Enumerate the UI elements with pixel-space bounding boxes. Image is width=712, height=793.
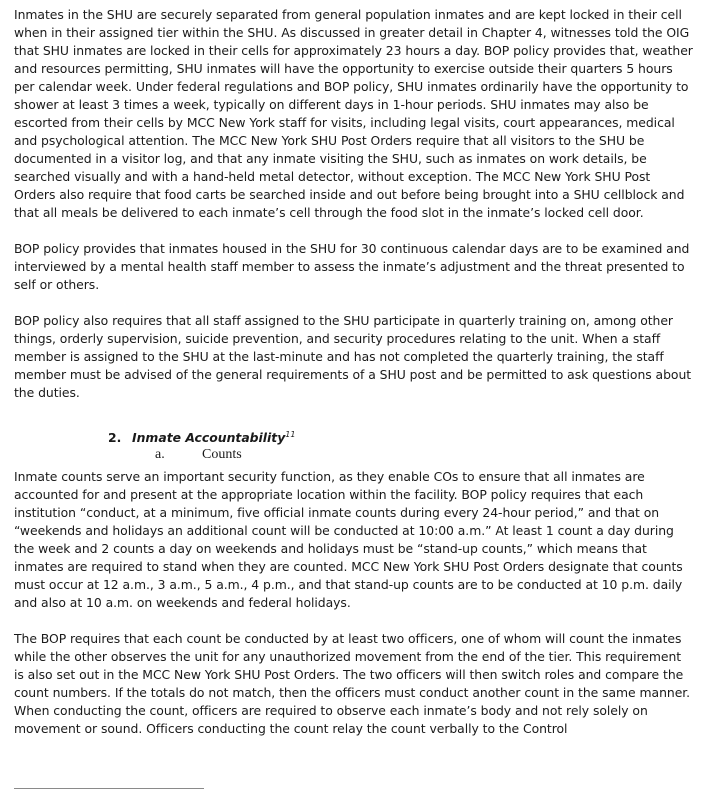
section-heading [14,426,694,446]
subsection-title: Counts [202,447,242,462]
document-page [14,6,694,738]
footnote-separator [14,788,204,789]
paragraph-mental-health: BOP policy provides that inmates housed in the SHU for 30 continuous calendar days are to be examined and interviewed by a mental health staff member to assess the inmate’s adjustment and the threat presented to self or others. [14,241,690,292]
footnote-reference[interactable]: 11 [285,430,296,439]
paragraph-counts: Inmate counts serve an important security function, as they enable COs to ensure that all inmates are accounted for and present at the appropriate location within the facility. BOP policy requires that each institution “conduct, at a minimum, five official inmate counts during every 24-hour period,” and that on “weekends and holidays an additional count will be conducted at 10:00 a.m.” At least 1 count a day during the week and 2 counts a day on weekends and holidays must be “stand-up counts,” which means that inmates are required to stand when they are counted. MCC New York SHU Post Orders designate that counts must occur at 12 a.m., 3 a.m., 5 a.m., 4 p.m., and that stand-up counts are to be conducted at 10 p.m. daily and also at 10 a.m. on weekends and federal holidays. [14,469,683,610]
paragraph-staff-training: BOP policy also requires that all staff assigned to the SHU participate in quarterly training on, among other things, orderly supervision, suicide prevention, and security procedures relating to the unit. When a staff member is assigned to the SHU at the last-minute and has not completed the quarterly training, the staff member must be advised of the general requirements of a SHU post and be permitted to ask questions about the duties. [14,313,692,400]
paragraph-shu-separation: Inmates in the SHU are securely separated from general population inmates and are kept locked in their cell when in their assigned tier within the SHU. As discussed in greater detail in Chapter 4, witnesses told the OIG that SHU inmates are locked in their cells for approximately 23 hours a day. BOP policy provides that, weather and resources permitting, SHU inmates will have the opportunity to exercise outside their quarters 5 hours per calendar week. Under federal regulations and BOP policy, SHU inmates ordinarily have the opportunity to shower at least 3 times a week, typically on different days in 1-hour periods. SHU inmates may also be escorted from their cells by MCC New York staff for visits, including legal visits, court appearances, medical and psychological attention. The MCC New York SHU Post Orders require that all visitors to the SHU be documented in a visitor log, and that any inmate visiting the SHU, such as inmates on work details, be searched visually and with a hand-held metal detector, without exception. The MCC New York SHU Post Orders also require that food carts be searched inside and out before being brought into a SHU cellblock and that all meals be delivered to each inmate’s cell through the food slot in the inmate’s locked cell door. [14,7,693,220]
paragraph-count-procedure: The BOP requires that each count be conducted by at least two officers, one of whom will count the inmates while the other observes the unit for any unauthorized movement from the end of the tier. This requirement is also set out in the MCC New York SHU Post Orders. The two officers will then switch roles and compare the count numbers. If the totals do not match, then the officers must conduct another count in the same manner. When conducting the count, officers are required to observe each inmate’s body and not rely solely on movement or sound. Officers conducting the count relay the count verbally to the Control [14,631,691,736]
section-number: 2. [108,430,122,445]
subsection-heading [14,446,694,464]
subsection-letter: a. [155,447,165,462]
section-title: Inmate Accountability [132,430,286,445]
